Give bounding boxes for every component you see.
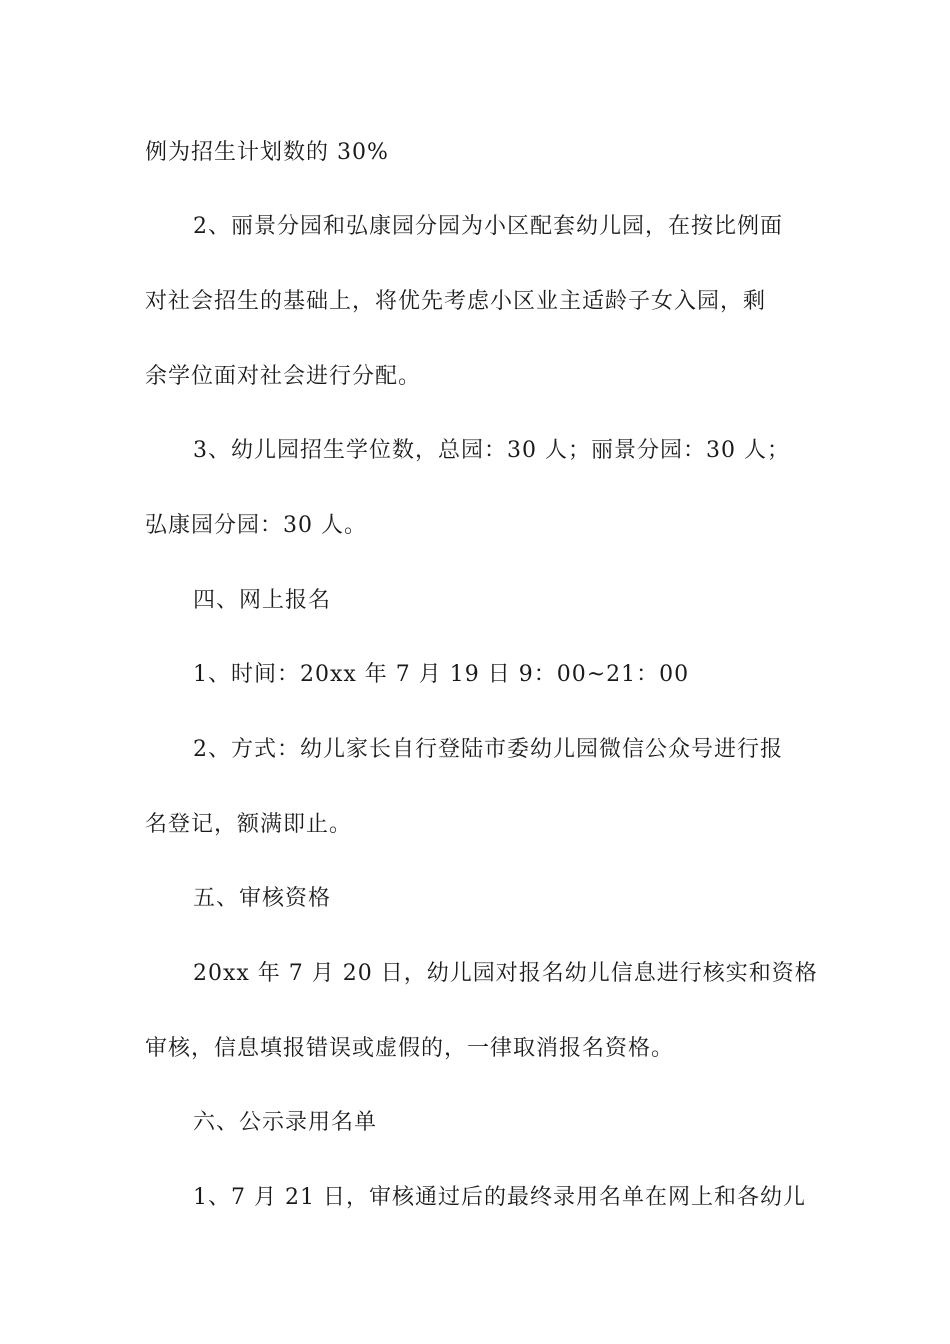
section-heading: 四、网上报名 [193, 588, 332, 613]
text-line: 2、丽景分园和弘康园分园为小区配套幼儿园，在按比例面 [193, 214, 783, 239]
text-line: 2、方式：幼儿家长自行登陆市委幼儿园微信公众号进行报 [193, 737, 783, 762]
text-line: 对社会招生的基础上，将优先考虑小区业主适龄子女入园，剩 [145, 289, 767, 314]
text-line: 1、时间：20xx 年 7 月 19 日 9：00~21：00 [193, 662, 690, 687]
text-line: 审核，信息填报错误或虚假的，一律取消报名资格。 [145, 1036, 675, 1061]
text-line: 名登记，额满即止。 [145, 812, 353, 837]
text-line: 余学位面对社会进行分配。 [145, 364, 422, 389]
section-heading: 六、公示录用名单 [193, 1110, 378, 1135]
text-line: 3、幼儿园招生学位数，总园：30 人；丽景分园：30 人； [193, 438, 790, 463]
text-line: 例为招生计划数的 30% [145, 140, 389, 165]
section-heading: 五、审核资格 [193, 886, 332, 911]
text-line: 1、7 月 21 日，审核通过后的最终录用名单在网上和各幼儿 [193, 1185, 806, 1210]
text-line: 弘康园分园：30 人。 [145, 513, 367, 538]
text-line: 20xx 年 7 月 20 日，幼儿园对报名幼儿信息进行核实和资格 [193, 961, 818, 986]
